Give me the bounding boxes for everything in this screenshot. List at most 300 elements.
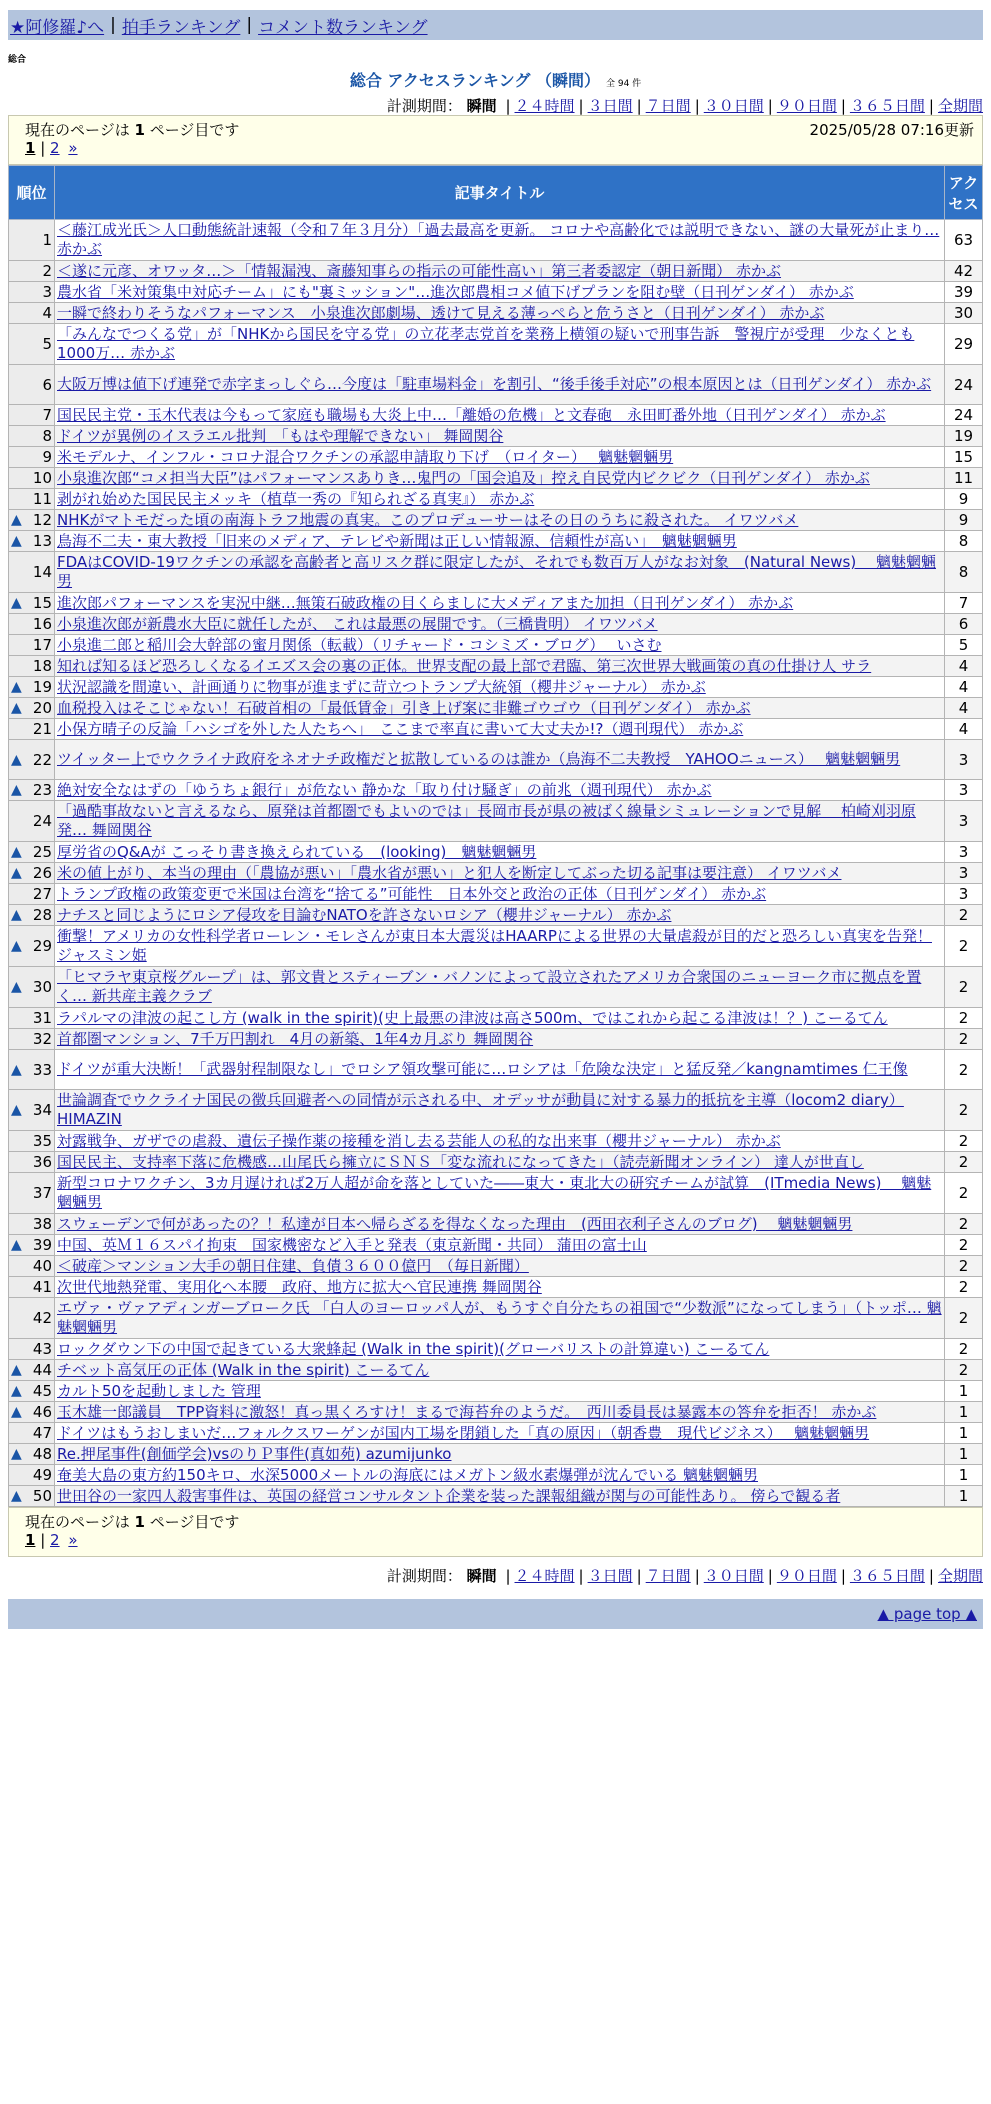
rank-number: 12 [32, 511, 52, 529]
ranking-body [9, 220, 983, 1507]
next-page-link[interactable]: » [68, 1531, 78, 1549]
period-current: 瞬間 [466, 97, 497, 115]
article-link[interactable]: 血税投入はそこじゃない！石破首相の「最低賃金」引き上げ案に非難ゴウゴウ（日刊ゲンダイ） 赤かぶ [57, 699, 751, 717]
rank-number: 39 [32, 1236, 52, 1254]
title-cell [55, 282, 945, 303]
title-cell [55, 698, 945, 719]
title-cell [55, 489, 945, 510]
rank-up-icon: ▲ [11, 979, 22, 995]
page-current: 1 [25, 1531, 36, 1549]
rank-number: 17 [32, 636, 52, 654]
period-link[interactable]: ９０日間 [776, 97, 837, 115]
article-link[interactable]: エヴァ・ヴァアディンガーブローク氏 「白人のヨーロッパ人が、もうすぐ自分たちの祖国で“少数派”になってしまう」（トッポ… 魑魅魍魎男 [57, 1299, 942, 1336]
table-row [9, 1339, 983, 1360]
rank-cell [9, 967, 55, 1008]
rank-up-icon: ▲ [11, 782, 22, 798]
access-count: 30 [945, 303, 983, 324]
access-count: 9 [945, 510, 983, 531]
access-count: 2 [945, 1152, 983, 1173]
article-link[interactable]: 首都圏マンション、7千万円割れ 4月の新築、1年4カ月ぶり 舞岡関谷 [57, 1030, 534, 1048]
title-header: 記事タイトル [55, 166, 945, 220]
comment-ranking-link[interactable]: コメント数ランキング [258, 17, 428, 38]
rank-cell [9, 780, 55, 801]
table-row [9, 531, 983, 552]
access-count: 1 [945, 1402, 983, 1423]
title-cell [55, 324, 945, 365]
article-link[interactable]: チベット高気圧の正体 (Walk in the spirit) こーるてん [57, 1361, 430, 1379]
clap-ranking-link[interactable]: 拍手ランキング [121, 17, 241, 38]
title-cell [55, 531, 945, 552]
rank-up-icon: ▲ [11, 512, 22, 528]
period-link[interactable]: ３６５日間 [849, 97, 925, 115]
title-cell [55, 426, 945, 447]
article-link[interactable]: 米の値上がり、本当の理由（「農協が悪い」「農水省が悪い」と犯人を断定してぶった切る記事は要注意） イワツバメ [57, 864, 842, 882]
table-row [9, 1444, 983, 1465]
next-page-link[interactable]: » [68, 139, 78, 157]
access-count: 2 [945, 1256, 983, 1277]
access-count: 7 [945, 593, 983, 614]
page-title: 総合 アクセスランキング （瞬間） [349, 71, 600, 90]
table-row [9, 884, 983, 905]
title-cell [55, 1381, 945, 1402]
rank-cell [9, 303, 55, 324]
title-cell [55, 967, 945, 1008]
title-cell [55, 1029, 945, 1050]
article-link[interactable]: 国民民主、支持率下落に危機感…山尾氏ら擁立にＳＮＳ「変な流れになってきた」（読売新聞オンライン） 達人が世直し [57, 1153, 864, 1171]
article-link[interactable]: ドイツはもうおしまいだ…フォルクスワーゲンが国内工場を閉鎖した「真の原因」（朝香豊 現代ビジネス） 魑魅魍魎男 [57, 1424, 870, 1442]
home-link[interactable]: ★阿修羅♪へ [10, 17, 105, 38]
article-link[interactable]: 知れば知るほど恐ろしくなるイエズス会の裏の正体。世界支配の最上部で君臨、第三次世界大戦画策の真の仕掛け人 サラ [57, 657, 872, 675]
rank-number: 18 [32, 657, 52, 675]
rank-up-icon: ▲ [11, 700, 22, 716]
article-link[interactable]: ドイツが重大決断！「武器射程制限なし」でロシア領攻撃可能に…ロシアは「危険な決定」と猛反発／kangnamtimes 仁王像 [57, 1060, 908, 1078]
period-separator: | [767, 97, 773, 115]
access-count: 2 [945, 1277, 983, 1298]
article-link[interactable]: 絶対安全なはずの「ゆうちょ銀行」が危ない 静かな「取り付け騒ぎ」の前兆（週刊現代） 赤かぶ [57, 781, 712, 799]
rank-cell [9, 677, 55, 698]
table-row [9, 1423, 983, 1444]
rank-cell [9, 1360, 55, 1381]
rank-up-icon: ▲ [11, 1383, 22, 1399]
access-count: 3 [945, 842, 983, 863]
rank-cell [9, 1339, 55, 1360]
rank-cell [9, 926, 55, 967]
rank-number: 9 [42, 448, 52, 466]
access-count: 3 [945, 884, 983, 905]
period-link[interactable]: ３０日間 [703, 97, 764, 115]
rank-cell [9, 365, 55, 405]
period-link[interactable]: ２４時間 [514, 1567, 575, 1585]
rank-cell [9, 1423, 55, 1444]
title-cell [55, 405, 945, 426]
rank-cell [9, 552, 55, 593]
rank-cell [9, 1402, 55, 1423]
access-count: 39 [945, 282, 983, 303]
rank-cell [9, 719, 55, 740]
rank-cell [9, 468, 55, 489]
article-link[interactable]: ＜破産＞マンション大手の朝日住建、負債３６００億円 （毎日新聞） [57, 1257, 529, 1275]
access-count: 3 [945, 740, 983, 780]
rank-cell [9, 1131, 55, 1152]
table-row [9, 719, 983, 740]
table-row [9, 593, 983, 614]
access-count: 24 [945, 405, 983, 426]
table-row [9, 780, 983, 801]
access-count: 15 [945, 447, 983, 468]
article-link[interactable]: ロックダウン下の中国で起きている大衆蜂起 (Walk in the spirit)(グローバリストの計算違い) こーるてん [57, 1340, 770, 1358]
table-row [9, 635, 983, 656]
article-link[interactable]: 衝撃！アメリカの女性科学者ローレン・モレさんが東日本大震災はHAARPによる世界の大量虐殺が目的だと恐ろしい真実を告発！ ジャスミン姫 [57, 927, 932, 964]
rank-up-icon: ▲ [11, 1102, 22, 1118]
title-cell [55, 740, 945, 780]
access-count: 6 [945, 614, 983, 635]
rank-up-icon: ▲ [11, 907, 22, 923]
title-cell [55, 1131, 945, 1152]
current-page-text: 現在のページは 1 ページ目です [25, 1513, 240, 1531]
rank-number: 43 [32, 1340, 52, 1358]
rank-number: 26 [32, 864, 52, 882]
period-link[interactable]: ７日間 [645, 97, 691, 115]
rank-number: 34 [32, 1101, 52, 1119]
article-link[interactable]: トランプ政権の政策変更で米国は台湾を“捨てる”可能性 日本外交と政治の正体（日刊ゲンダイ） 赤かぶ [57, 885, 767, 903]
rank-cell [9, 426, 55, 447]
access-count: 4 [945, 656, 983, 677]
period-link[interactable]: ３６５日間 [849, 1567, 925, 1585]
rank-cell [9, 801, 55, 842]
access-count: 2 [945, 1214, 983, 1235]
title-cell [55, 1360, 945, 1381]
article-link[interactable]: 次世代地熱発電、実用化へ本腰 政府、地方に拡大へ官民連携 舞岡関谷 [57, 1278, 542, 1296]
rank-number: 33 [32, 1060, 52, 1079]
article-link[interactable]: 奄美大島の東方約150キロ、水深5000メートルの海底にはメガトン級水素爆弾が沈んでいる 魑魅魍魎男 [57, 1466, 758, 1484]
article-link[interactable]: 中国、英Ｍ１６スパイ拘束 国家機密など入手と発表（東京新聞・共同） 蒲田の富士山 [57, 1236, 647, 1254]
rank-cell [9, 905, 55, 926]
rank-number: 37 [32, 1184, 52, 1202]
table-row [9, 324, 983, 365]
rank-cell [9, 1029, 55, 1050]
table-row [9, 552, 983, 593]
rank-cell [9, 1486, 55, 1507]
page-top-link[interactable]: ▲ page top ▲ [877, 1605, 977, 1623]
period-link[interactable]: 全期間 [937, 1567, 983, 1585]
article-link[interactable]: カルト50を起動しました 管理 [57, 1382, 261, 1400]
updated-timestamp: 2025/05/28 07:16更新 [809, 121, 974, 139]
rank-up-icon: ▲ [11, 938, 22, 954]
title-cell [55, 926, 945, 967]
access-count: 2 [945, 926, 983, 967]
title-cell [55, 552, 945, 593]
rank-number: 19 [32, 678, 52, 696]
rank-number: 16 [32, 615, 52, 633]
rank-header: 順位 [9, 166, 55, 220]
title-cell [55, 1402, 945, 1423]
article-link[interactable]: 小泉進次郎“コメ担当大臣”はパフォーマンスありき…鬼門の「国会追及」控え自民党内ビクビク（日刊ゲンダイ） 赤かぶ [57, 469, 870, 487]
title-cell [55, 1486, 945, 1507]
footer-bar [8, 1599, 983, 1629]
page-title-line [8, 68, 983, 91]
access-count: 24 [945, 365, 983, 405]
article-link[interactable]: 「過酷事故ないと言えるなら、原発は首都圏でもよいのでは」長岡市長が県の被ばく線量シミュレーションで見解 柏崎刈羽原発… 舞岡関谷 [57, 802, 916, 839]
rank-cell [9, 656, 55, 677]
rank-number: 47 [32, 1424, 52, 1442]
article-link[interactable]: 大阪万博は値下げ連発で赤字まっしぐら…今度は「駐車場料金」を割引、“後手後手対応”の根本原因とは（日刊ゲンダイ） 赤かぶ [57, 375, 932, 393]
article-link[interactable]: 鳥海不二夫・東大教授「旧来のメディア、テレビや新聞は正しい情報源、信頼性が高い」 魑魅魍魎男 [57, 532, 737, 550]
rank-number: 23 [32, 781, 52, 799]
access-count: 2 [945, 1090, 983, 1131]
rank-up-icon: ▲ [11, 1488, 22, 1504]
rank-number: 11 [32, 490, 52, 508]
rank-number: 46 [32, 1403, 52, 1421]
article-link[interactable]: Re.押尾事件(創価学会)vsのりＰ事件(真如苑) azumijunko [57, 1445, 452, 1463]
article-link[interactable]: ナチスと同じようにロシア侵攻を目論むNATOを許さないロシア（櫻井ジャーナル） 赤かぶ [57, 906, 672, 924]
table-row [9, 1381, 983, 1402]
article-link[interactable]: 国民民主党・玉木代表は今もって家庭も職場も大炎上中…「離婚の危機」と文春砲 永田町番外地（日刊ゲンダイ） 赤かぶ [57, 406, 886, 424]
access-count: 8 [945, 552, 983, 593]
table-row [9, 740, 983, 780]
rank-cell [9, 1256, 55, 1277]
article-link[interactable]: 米モデルナ、インフル・コロナ混合ワクチンの承認申請取り下げ （ロイター） 魑魅魍魎男 [57, 448, 674, 466]
access-count: 2 [945, 1339, 983, 1360]
page-2-link[interactable]: 2 [50, 1531, 60, 1549]
rank-cell [9, 1381, 55, 1402]
article-link[interactable]: ドイツが異例のイスラエル批判 「もはや理解できない」 舞岡関谷 [57, 427, 504, 445]
period-separator: | [928, 97, 934, 115]
rank-number: 40 [32, 1257, 52, 1275]
article-link[interactable]: NHKがマトモだった頃の南海トラフ地震の真実。このプロデューサーはその日のうちに殺された。 イワツバメ [57, 511, 799, 529]
rank-cell [9, 635, 55, 656]
article-link[interactable]: 新型コロナワクチン、3カ月遅ければ2万人超が命を落としていた――東大・東北大の研究チームが試算 (ITmedia News) 魑魅魍魎男 [57, 1174, 932, 1211]
rank-cell [9, 863, 55, 884]
article-link[interactable]: 世論調査でウクライナ国民の徴兵回避者への同情が示される中、オデッサが動員に対する暴力的抵抗を主導（locom2 diary） HIMAZIN [57, 1091, 904, 1128]
rank-cell [9, 1298, 55, 1339]
article-link[interactable]: 剥がれ始めた国民民主メッキ（植草一秀の『知られざる真実』） 赤かぶ [57, 490, 535, 508]
article-link[interactable]: ツイッター上でウクライナ政府をネオナチ政権だと拡散しているのは誰か（鳥海不二夫教授 YAHOOニュース） 魑魅魍魎男 [57, 750, 901, 768]
page-current: 1 [25, 139, 36, 157]
table-row [9, 1360, 983, 1381]
table-row [9, 365, 983, 405]
rank-number: 45 [32, 1382, 52, 1400]
rank-number: 22 [32, 750, 52, 769]
rank-up-icon: ▲ [11, 1404, 22, 1420]
access-count: 4 [945, 698, 983, 719]
table-row [9, 1008, 983, 1029]
period-label: 計測期間： [386, 1567, 462, 1585]
rank-number: 21 [32, 720, 52, 738]
total-count: 全 94 件 [606, 79, 642, 89]
rank-number: 6 [42, 375, 52, 394]
article-link[interactable]: 小保方晴子の反論「ハシゴを外した人たちへ」 ここまで率直に書いて大丈夫か!?（週刊現代） 赤かぶ [57, 720, 744, 738]
rank-cell [9, 1214, 55, 1235]
article-link[interactable]: ラパルマの津波の起こし方 (walk in the spirit)(史上最悪の津波は高さ500m、ではこれから起こる津波は！？) こーるてん [57, 1009, 888, 1027]
rank-up-icon: ▲ [11, 865, 22, 881]
title-cell [55, 1465, 945, 1486]
table-row [9, 1214, 983, 1235]
table-row [9, 698, 983, 719]
period-link[interactable]: ７日間 [645, 1567, 691, 1585]
article-link[interactable]: 状況認識を間違い、計画通りに物事が進まずに苛立つトランプ大統領（櫻井ジャーナル） 赤かぶ [57, 678, 706, 696]
table-row [9, 905, 983, 926]
rank-number: 30 [32, 978, 52, 996]
category-label: 総合 [8, 55, 27, 65]
article-link[interactable]: 進次郎パフォーマンスを実況中継…無策石破政権の目くらましに大メディアまた加担（日刊ゲンダイ） 赤かぶ [57, 594, 794, 612]
rank-number: 28 [32, 906, 52, 924]
access-count: 1 [945, 1381, 983, 1402]
article-link[interactable]: 小泉進二郎と稲川会大幹部の蜜月関係（転載）（リチャード・コシミズ・ブログ） いさむ [57, 636, 662, 654]
title-cell [55, 905, 945, 926]
access-count: 1 [945, 1423, 983, 1444]
access-header: アクセス [945, 166, 983, 220]
rank-number: 7 [42, 406, 52, 424]
rank-cell [9, 593, 55, 614]
article-link[interactable]: 「みんなでつくる党」が「NHKから国民を守る党」の立花孝志党首を業務上横領の疑いで刑事告訴 警視庁が受理 少なくとも1000万… 赤かぶ [57, 325, 915, 362]
article-link[interactable]: スウェーデンで何があったの？！私達が日本へ帰らざるを得なくなった理由 (西田衣利子さんのブログ) 魑魅魍魎男 [57, 1215, 853, 1233]
period-separator: | [505, 1567, 511, 1585]
table-row [9, 282, 983, 303]
title-cell [55, 884, 945, 905]
article-link[interactable]: 世田谷の一家四人殺害事件は、英国の経営コンサルタント企業を装った課報組織が関与の可能性あり。 傍らで観る者 [57, 1487, 841, 1505]
access-count: 42 [945, 261, 983, 282]
access-count: 2 [945, 1008, 983, 1029]
access-count: 8 [945, 531, 983, 552]
rank-cell [9, 324, 55, 365]
access-count: 3 [945, 780, 983, 801]
period-separator: | [578, 1567, 584, 1585]
title-cell [55, 719, 945, 740]
period-current: 瞬間 [466, 1567, 497, 1585]
period-link[interactable]: ２４時間 [514, 97, 575, 115]
rank-number: 3 [42, 283, 52, 301]
rank-cell [9, 510, 55, 531]
pager-top [8, 115, 983, 165]
title-cell [55, 1339, 945, 1360]
rank-cell [9, 1173, 55, 1214]
title-cell [55, 1277, 945, 1298]
table-row [9, 1090, 983, 1131]
ranking-table [8, 165, 983, 1507]
period-link[interactable]: 全期間 [937, 97, 983, 115]
table-row [9, 1277, 983, 1298]
rank-up-icon: ▲ [11, 533, 22, 549]
period-link[interactable]: ３０日間 [703, 1567, 764, 1585]
rank-number: 4 [42, 304, 52, 322]
period-link[interactable]: ３日間 [587, 97, 633, 115]
rank-number: 29 [32, 937, 52, 955]
rank-cell [9, 1090, 55, 1131]
table-row [9, 801, 983, 842]
rank-number: 1 [42, 231, 52, 249]
rank-number: 36 [32, 1153, 52, 1171]
page-links: 1 | 2 » [25, 1531, 78, 1549]
period-separator: | [840, 1567, 846, 1585]
period-separator: | [694, 1567, 700, 1585]
access-count: 2 [945, 1131, 983, 1152]
period-link[interactable]: ９０日間 [776, 1567, 837, 1585]
rank-number: 2 [42, 262, 52, 280]
table-row [9, 656, 983, 677]
access-count: 2 [945, 1235, 983, 1256]
table-row [9, 1050, 983, 1090]
rank-cell [9, 220, 55, 261]
title-cell [55, 468, 945, 489]
table-row [9, 468, 983, 489]
article-link[interactable]: 対露戦争、ガザでの虐殺、遺伝子操作薬の接種を消し去る芸能人の私的な出来事（櫻井ジャーナル） 赤かぶ [57, 1132, 781, 1150]
pager-bottom [8, 1507, 983, 1557]
title-cell [55, 1298, 945, 1339]
period-separator: | [636, 1567, 642, 1585]
table-row [9, 1029, 983, 1050]
rank-cell [9, 282, 55, 303]
rank-number: 31 [32, 1009, 52, 1027]
title-cell [55, 842, 945, 863]
access-count: 9 [945, 489, 983, 510]
access-count: 2 [945, 1360, 983, 1381]
article-link[interactable]: 農水省「米対策集中対応チーム」にも"裏ミッション"…進次郎農相コメ値下げプランを阻む壁（日刊ゲンダイ） 赤かぶ [57, 283, 854, 301]
page-2-link[interactable]: 2 [50, 139, 60, 157]
access-count: 63 [945, 220, 983, 261]
access-count: 4 [945, 719, 983, 740]
table-row [9, 926, 983, 967]
table-row [9, 261, 983, 282]
table-row [9, 1131, 983, 1152]
article-link[interactable]: 厚労省のQ&Aが こっそり書き換えられている (looking) 魑魅魍魎男 [57, 843, 537, 861]
title-cell [55, 863, 945, 884]
article-link[interactable]: ＜藤江成光氏＞人口動態統計速報（令和７年３月分）「過去最高を更新。 コロナや高齢化では説明できない、謎の大量死が止まり… 赤かぶ [57, 221, 940, 258]
title-cell [55, 1444, 945, 1465]
rank-number: 49 [32, 1466, 52, 1484]
nav-separator: | [110, 15, 116, 35]
period-links [501, 97, 983, 115]
rank-number: 32 [32, 1030, 52, 1048]
title-cell [55, 1050, 945, 1090]
rank-cell [9, 842, 55, 863]
access-count: 1 [945, 1465, 983, 1486]
access-count: 29 [945, 324, 983, 365]
article-link[interactable]: 一瞬で終わりそうなパフォーマンス 小泉進次郎劇場、透けて見える薄っぺらと危うさと（日刊ゲンダイ） 赤かぶ [57, 304, 825, 322]
rank-number: 41 [32, 1278, 52, 1296]
title-cell [55, 1423, 945, 1444]
title-cell [55, 1235, 945, 1256]
title-cell [55, 801, 945, 842]
rank-cell [9, 1152, 55, 1173]
article-link[interactable]: ＜遂に元彦、オワッタ…＞「情報漏洩、斎藤知事らの指示の可能性高い」第三者委認定（朝日新聞） 赤かぶ [57, 262, 782, 280]
table-row [9, 1486, 983, 1507]
access-count: 1 [945, 1486, 983, 1507]
period-label: 計測期間： [386, 97, 462, 115]
nav-separator: | [246, 15, 253, 35]
period-separator: | [928, 1567, 934, 1585]
rank-up-icon: ▲ [11, 844, 22, 860]
table-row [9, 863, 983, 884]
rank-number: 5 [42, 335, 52, 353]
title-cell [55, 656, 945, 677]
rank-number: 14 [32, 563, 52, 581]
article-link[interactable]: 玉木雄一郎議員 TPP資料に激怒！真っ黒くろすけ！まるで海苔弁のようだ。 西川委員長は暴露本の答弁を拒否！ 赤かぶ [57, 1403, 877, 1421]
title-cell [55, 780, 945, 801]
rank-cell [9, 531, 55, 552]
table-row [9, 510, 983, 531]
period-separator: | [636, 97, 642, 115]
rank-number: 10 [32, 469, 52, 487]
period-separator: | [694, 97, 700, 115]
title-cell [55, 593, 945, 614]
title-cell [55, 1173, 945, 1214]
rank-number: 42 [32, 1309, 52, 1327]
period-link[interactable]: ３日間 [587, 1567, 633, 1585]
article-link[interactable]: 「ヒマラヤ東京桜グループ」は、郭文貴とスティーブン・バノンによって設立されたアメリカ合衆国のニューヨーク市に拠点を置く… 新共産主義クラブ [57, 968, 922, 1005]
article-link[interactable]: FDAはCOVID-19ワクチンの承認を高齢者と高リスク群に限定したが、それでも数百万人がなお対象 (Natural News) 魑魅魍魎男 [57, 553, 936, 590]
rank-cell [9, 1050, 55, 1090]
article-link[interactable]: 小泉進次郎が新農水大臣に就任したが、 これは最悪の展開です。（三橋貴明） イワツバメ [57, 615, 658, 633]
